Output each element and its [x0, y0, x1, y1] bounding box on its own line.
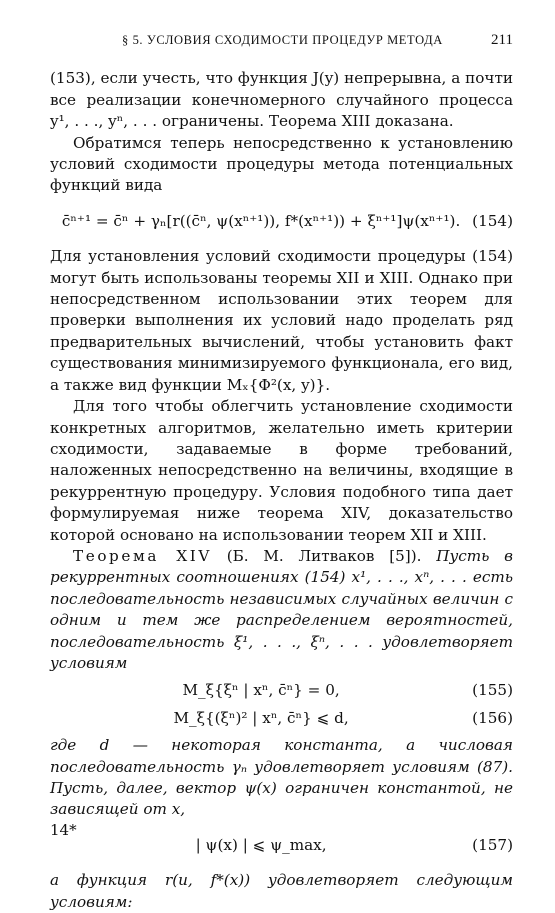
- paragraph-1: (153), если учесть, что функция J(y) непрерывна, а почти все реализации конечномерного случайного процесса y¹, . . ., yⁿ, . . . ограничены. Теорема XIII доказана.: [50, 69, 513, 131]
- equation-155-number: (155): [472, 681, 513, 700]
- equation-155-formula: M_ξ{ξⁿ | xⁿ, c̄ⁿ} = 0,: [182, 681, 340, 700]
- paragraph-4: Для того чтобы облегчить установление сходимости конкретных алгоритмов, желательно иметь критерии сходимости, задаваемые в форме требований, наложенных непосредственно на величины, входящие в рекуррентную процедуру. Условия подобного типа дает формулируемая ниже теорема XIV, доказательство которой основано на использовании теорем XII и XIII.: [50, 397, 513, 544]
- running-header: [50, 30, 513, 51]
- theorem-label: Теорема XIV: [73, 546, 212, 565]
- equation-154-number: (154): [472, 211, 513, 230]
- paragraph-5: где d — некоторая константа, а числовая последовательность γₙ удовлетворяет условиям (87). Пусть, далее, вектор ψ(x) ограничен константой, не зависящей от x,: [50, 736, 513, 819]
- paragraph-6: а функция r(u, f*(x)) удовлетворяет следующим условиям:: [50, 871, 513, 911]
- running-title: § 5. УСЛОВИЯ СХОДИМОСТИ ПРОЦЕДУР МЕТОДА: [122, 33, 443, 47]
- signature-mark: 14*: [50, 821, 77, 839]
- paragraph-2: Обратимся теперь непосредственно к установлению условий сходимости процедуры метода потенциальных функций вида: [50, 133, 513, 195]
- book-page: [50, 30, 514, 911]
- equation-154: [50, 211, 513, 232]
- paragraph-3: Для установления условий сходимости процедуры (154) могут быть использованы теоремы XII и XIII. Однако при непосредственном использовании этих теорем для проверки выполнения их условий надо проделать ряд предварительных вычислений, чтобы установить факт существования минимизируемого функционала, его вид, а также вид функции Mₓ{Φ²(x, y)}.: [50, 247, 513, 394]
- equation-156-number: (156): [472, 708, 513, 727]
- equation-157-number: (157): [472, 835, 513, 854]
- equation-156-formula: M_ξ{(ξⁿ)² | xⁿ, c̄ⁿ} ⩽ d,: [173, 708, 349, 727]
- equation-154-formula: c̄ⁿ⁺¹ = c̄ⁿ + γₙ[r((c̄ⁿ, ψ(xⁿ⁺¹)), f*(xⁿ⁺¹)) + ξⁿ⁺¹]ψ(xⁿ⁺¹).: [61, 211, 461, 230]
- page-number: 211: [491, 32, 513, 48]
- equation-156: [50, 708, 513, 729]
- theorem-author: (Б. М. Литваков [5]).: [211, 546, 437, 565]
- theorem-xiv: [50, 546, 513, 674]
- equation-155: [50, 680, 513, 701]
- equation-157: [50, 835, 513, 856]
- equation-157-formula: | ψ(x) | ⩽ ψ_max,: [195, 835, 327, 854]
- theorem-text: Пусть в рекуррентных соотношениях (154) x¹, . . ., xⁿ, . . . есть последовательность независимых случайных величин с одним и тем же распределением вероятностей, последовательность ξ¹, . . ., ξⁿ, . . . удовлетворяет условиям: [50, 546, 514, 672]
